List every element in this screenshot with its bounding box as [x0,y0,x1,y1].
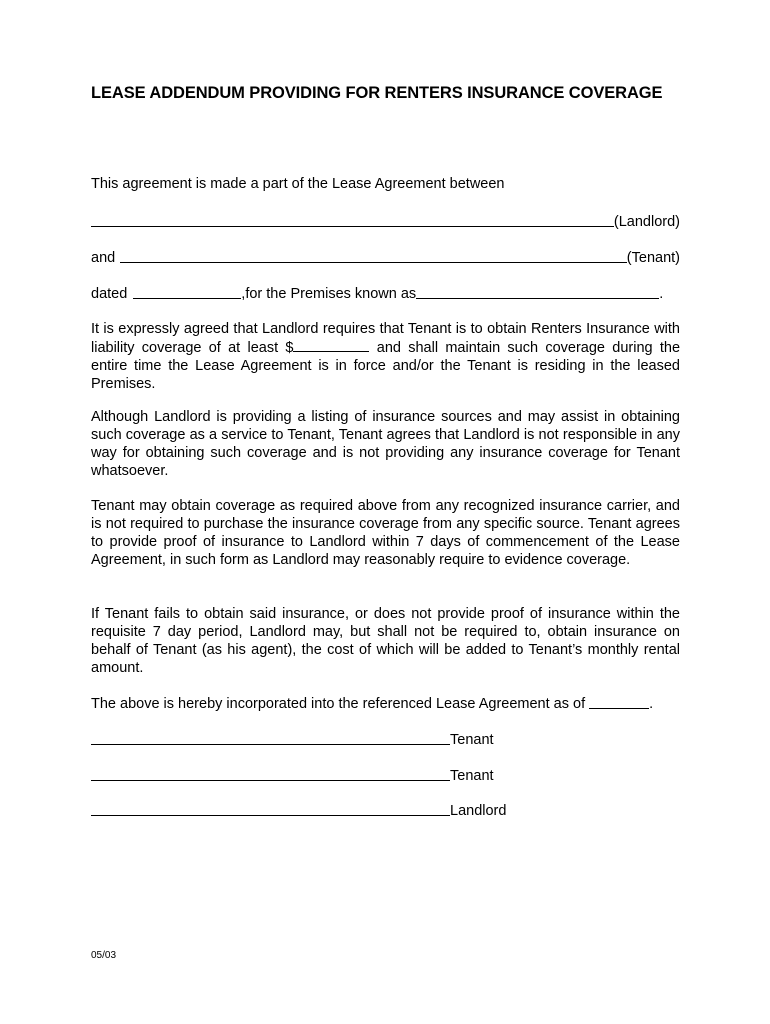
incorporation-line [91,694,680,712]
tenant-signature-1-label: Tenant [450,732,494,748]
coverage-amount-blank[interactable] [293,338,369,352]
tenant-name-blank[interactable] [120,248,627,263]
responsibility-paragraph: Although Landlord is providing a listing of insurance sources and may assist in obtaining such coverage as a service to Tenant, Tenant agrees that Landlord is not responsible in any way for obtaining such coverage and is not providing any insurance coverage for Tenant whatsoever. [91,409,680,479]
tenant-signature-1 [91,730,521,748]
landlord-signature-label: Landlord [450,803,507,819]
premises-blank[interactable] [416,284,659,299]
landlord-signature [91,801,521,819]
date-blank[interactable] [133,284,241,299]
intro-text: This agreement is made a part of the Lease Agreement between [91,176,505,192]
landlord-name-blank[interactable] [91,212,614,227]
dated-line [91,284,680,302]
coverage-paragraph [91,320,680,393]
premises-label: ,for the Premises known as [241,286,417,302]
dated-label: dated [91,286,128,302]
tenant-label: (Tenant) [626,250,680,266]
landlord-line [91,212,680,230]
landlord-signature-blank[interactable] [91,801,450,816]
coverage-text-a: It is expressly agreed that Landlord requires that Tenant is to obtain Renters Insurance with liability coverage of at least $ [91,321,680,356]
incorporation-end: . [649,696,654,712]
incorporation-date-blank[interactable] [589,694,649,709]
tenant-signature-2-label: Tenant [450,768,494,784]
premises-end: . [659,286,664,302]
tenant-line [91,248,680,266]
document-title: LEASE ADDENDUM PROVIDING FOR RENTERS INSURANCE COVERAGE [91,84,663,102]
intro-line [91,176,680,192]
failure-paragraph: If Tenant fails to obtain said insurance, or does not provide proof of insurance within the requisite 7 day period, Landlord may, but shall not be required to, obtain insurance on behalf of Tenant (as his agent), the cost of which will be added to Tenant’s monthly rental amount. [91,606,680,676]
revision-footer: 05/03 [91,950,117,961]
landlord-label: (Landlord) [613,214,680,230]
tenant-signature-2-blank[interactable] [91,766,450,781]
incorporation-text: The above is hereby incorporated into the referenced Lease Agreement as of [91,696,586,712]
coverage-text-b: and shall maintain such coverage during the entire time the Lease Agreement is in force and/or the Tenant is residing in the leased Premises. [91,340,681,392]
tenant-signature-2 [91,766,521,784]
carrier-paragraph: Tenant may obtain coverage as required above from any recognized insurance carrier, and is not required to purchase the insurance coverage from any specific source. Tenant agrees to provide proof of insurance to Landlord within 7 days of commencement of the Lease Agreement, in such form as Landlord may reasonably require to evidence coverage. [91,498,680,568]
tenant-signature-1-blank[interactable] [91,730,450,745]
and-label: and [91,250,116,266]
